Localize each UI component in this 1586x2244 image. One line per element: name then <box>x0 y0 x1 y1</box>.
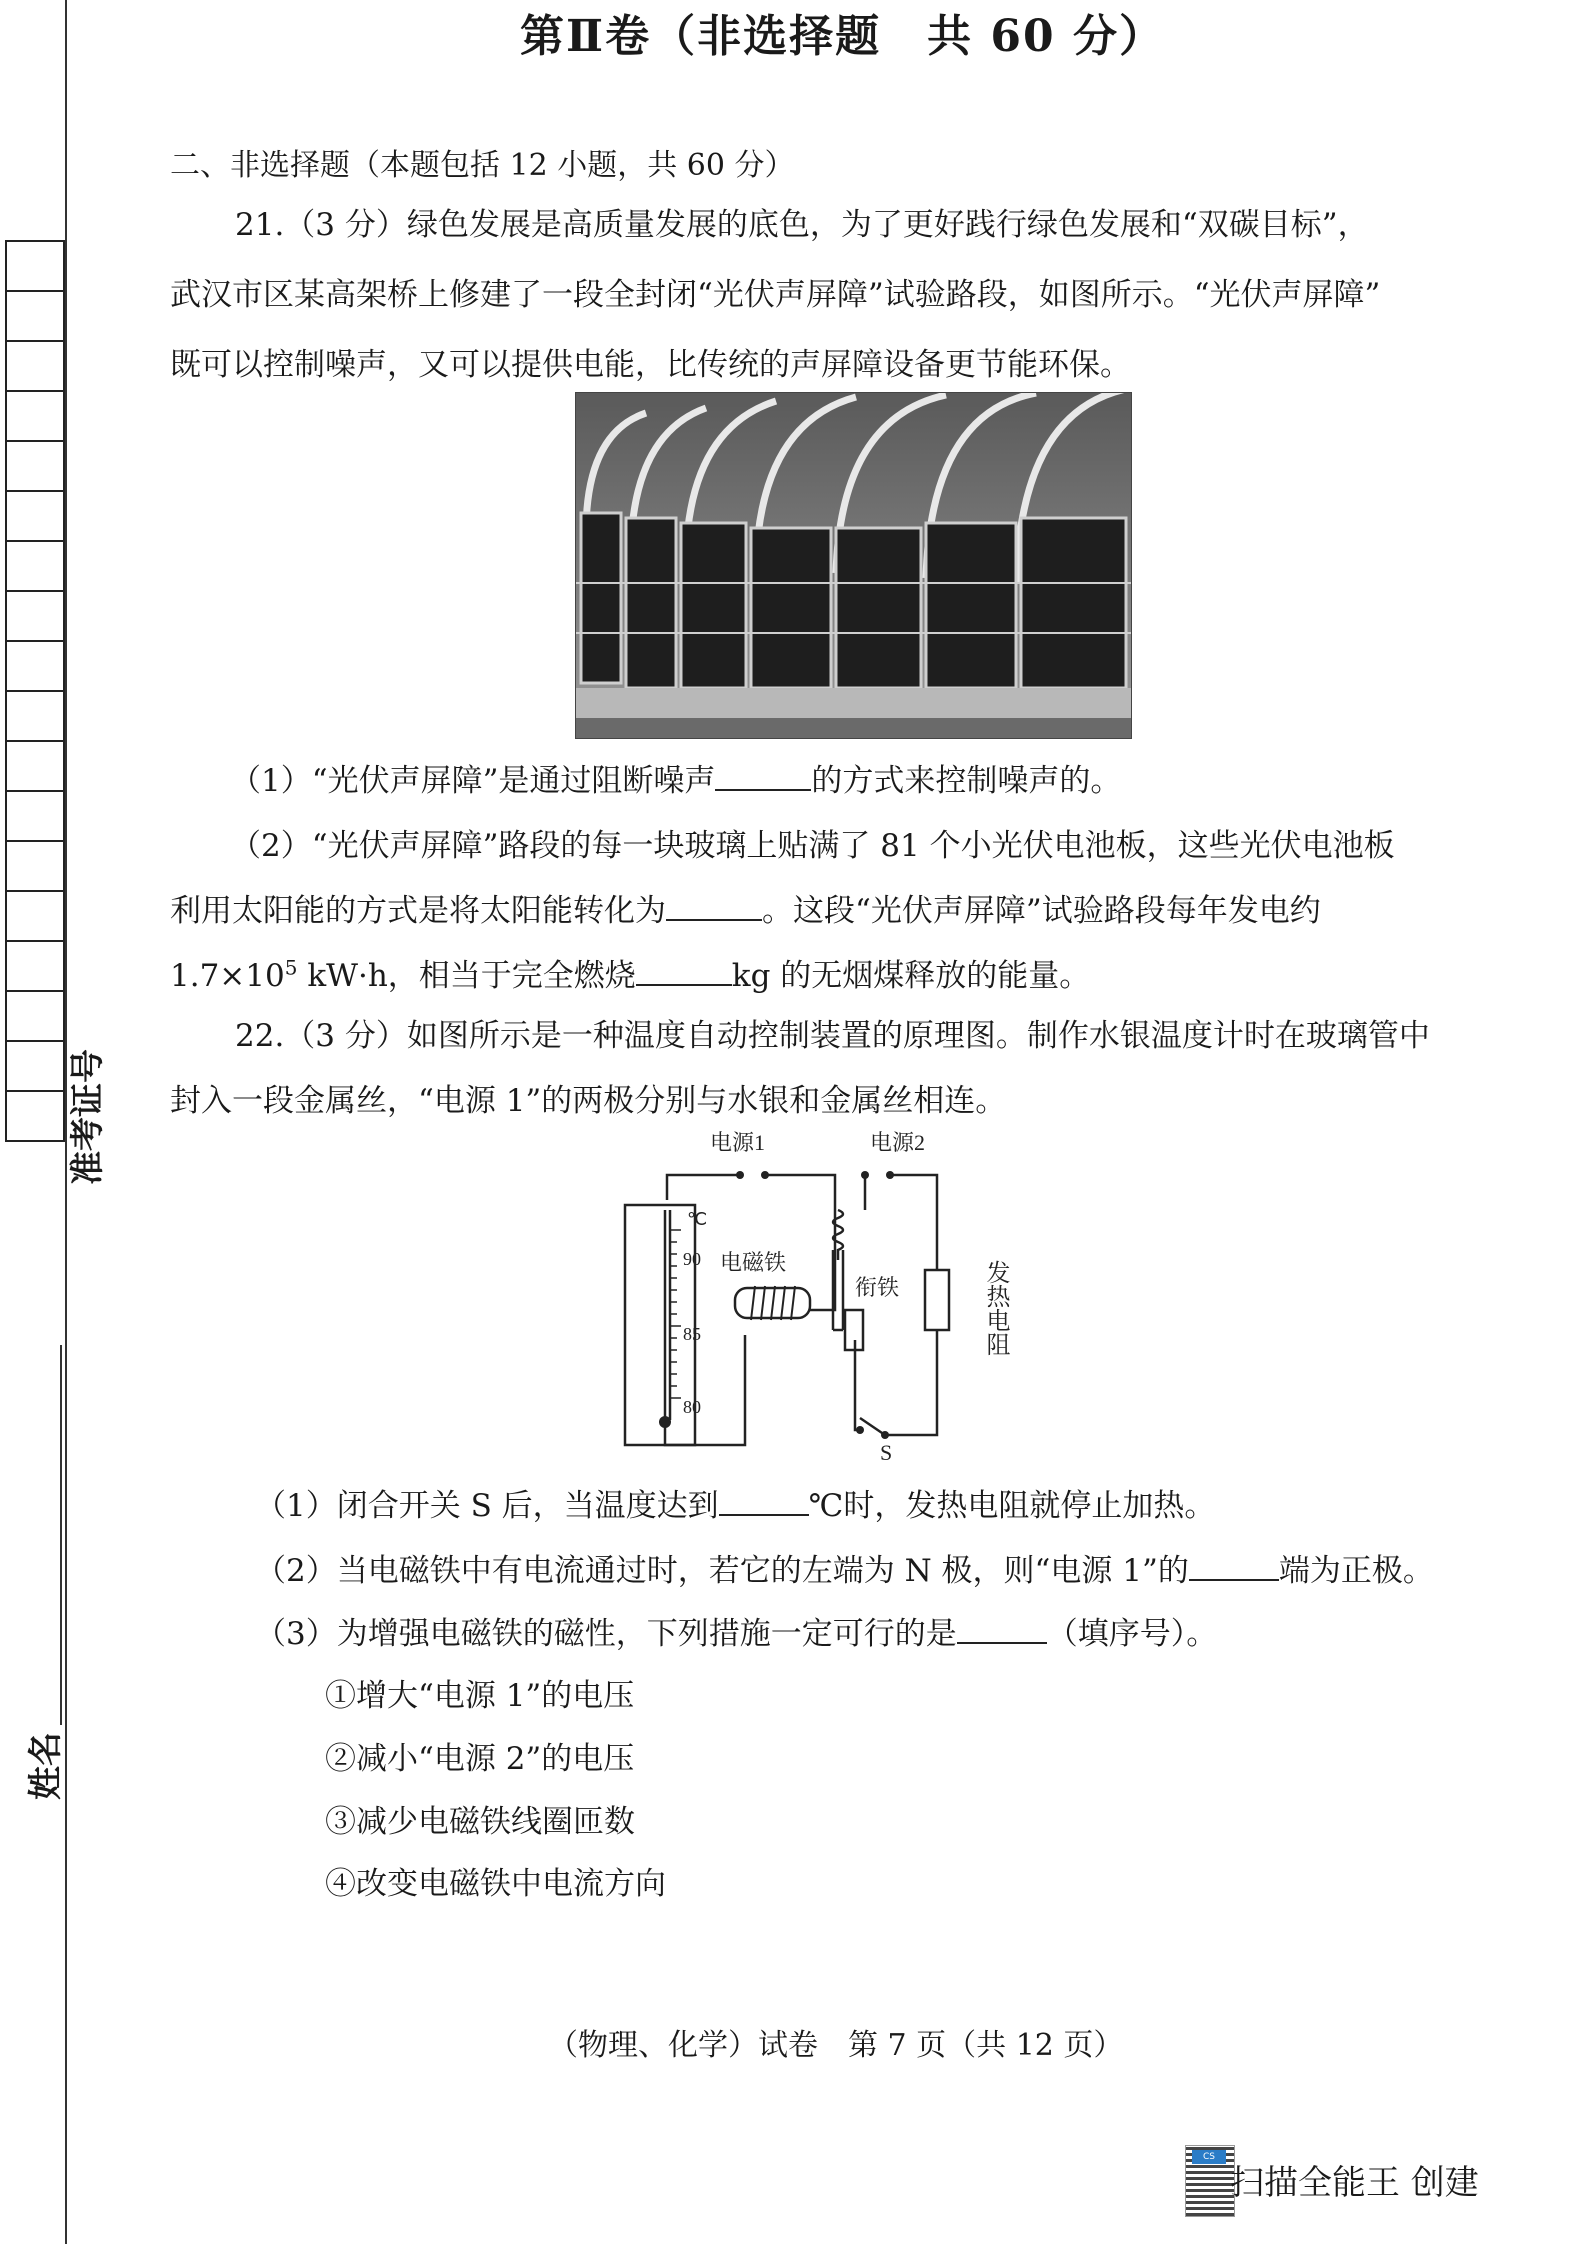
switch-contact-left <box>856 1426 864 1434</box>
wire-top-left <box>667 1175 740 1200</box>
temperature-control-circuit <box>615 1130 1035 1465</box>
q21-part2-line3: $1.7\times 10^5$ kW·h，相当于完全燃烧 kg 的无烟煤释放的能量。 <box>170 955 1091 994</box>
label-heater: 发热电阻 <box>982 1260 1008 1356</box>
q21-blank3[interactable] <box>636 956 732 986</box>
label-power1: 电源1 <box>710 1130 766 1155</box>
page-title: 第Ⅱ卷（非选择题 共 60 分） <box>520 11 1165 62</box>
wire-heater-bottom <box>885 1330 937 1435</box>
power2-terminal-right <box>886 1171 894 1179</box>
wire-mercury <box>665 1335 745 1445</box>
label-power2: 电源2 <box>870 1130 926 1155</box>
q22-blank3[interactable] <box>957 1614 1047 1644</box>
q22-part3: （3）为增强电磁铁的磁性，下列措施一定可行的是 （填序号）。 <box>255 1616 1218 1652</box>
q22-blank1[interactable] <box>719 1486 809 1516</box>
name-label: 姓名 <box>26 1732 66 1800</box>
name-underline <box>60 1345 62 1725</box>
power2-terminal-left <box>861 1171 869 1179</box>
heater-resistor <box>925 1270 949 1330</box>
tick-85: 85 <box>683 1324 701 1344</box>
sound-barrier-photo <box>575 392 1132 739</box>
q21-blank1[interactable] <box>715 761 811 791</box>
q22-option-3: ③减少电磁铁线圈匝数 <box>325 1804 635 1840</box>
q22-intro-line1: 22.（3 分）如图所示是一种温度自动控制装置的原理图。制作水银温度计时在玻璃管中 <box>235 1018 1430 1054</box>
label-armature: 衔铁 <box>855 1275 900 1300</box>
label-switch: S <box>880 1440 893 1465</box>
power1-terminal-left <box>736 1171 744 1179</box>
q21-part2-line2: 利用太阳能的方式是将太阳能转化为 。这段“光伏声屏障”试验路段每年发电约 <box>170 893 1321 929</box>
scanner-watermark: 扫描全能王 创建 <box>1230 2163 1479 2203</box>
power1-terminal-right <box>761 1171 769 1179</box>
q21-blank2[interactable] <box>666 891 762 921</box>
tick-90: 90 <box>683 1249 701 1269</box>
switch-contact-right <box>881 1431 889 1439</box>
label-unit: ℃ <box>687 1209 708 1229</box>
scanner-badge: CS <box>1192 2150 1226 2164</box>
q22-part2: （2）当电磁铁中有电流通过时，若它的左端为 N 极，则“电源 1”的 端为正极。 <box>255 1553 1434 1589</box>
q21-intro <box>170 190 1480 400</box>
thermometer-bulb <box>659 1416 671 1428</box>
q22-option-1: ①增大“电源 1”的电压 <box>325 1678 635 1714</box>
q21-intro-line3: 既可以控制噪声，又可以提供电能，比传统的声屏障设备更节能环保。 <box>170 347 1131 383</box>
q21-intro-line1: 21.（3 分）绿色发展是高质量发展的底色，为了更好践行绿色发展和“双碳目标”， <box>235 207 1369 243</box>
exam-id-boxes[interactable] <box>5 240 63 1142</box>
q22-blank2[interactable] <box>1189 1551 1279 1581</box>
q22-option-2: ②减小“电源 2”的电压 <box>325 1741 635 1777</box>
q21-part1: （1）“光伏声屏障”是通过阻断噪声 的方式来控制噪声的。 <box>230 763 1122 799</box>
q22-intro-line2: 封入一段金属丝，“电源 1”的两极分别与水银和金属丝相连。 <box>170 1083 1007 1119</box>
section-title: 二、非选择题（本题包括 12 小题，共 60 分） <box>170 148 795 183</box>
wire-power2-right <box>890 1175 937 1270</box>
label-electromagnet: 电磁铁 <box>720 1250 787 1275</box>
q21-part2-line1: （2）“光伏声屏障”路段的每一块玻璃上贴满了 81 个小光伏电池板，这些光伏电池板 <box>230 828 1395 864</box>
q22-part1: （1）闭合开关 S 后，当温度达到 ℃时，发热电阻就停止加热。 <box>255 1488 1216 1524</box>
q22-option-4: ④改变电磁铁中电流方向 <box>325 1866 666 1902</box>
switch-lever <box>860 1418 885 1435</box>
wire-switch-left <box>855 1340 860 1430</box>
tick-80: 80 <box>683 1397 701 1417</box>
page-footer: （物理、化学）试卷 第 7 页（共 12 页） <box>548 2028 1124 2063</box>
exam-id-label: 准考证号 <box>68 1049 108 1185</box>
q21-intro-line2: 武汉市区某高架桥上修建了一段全封闭“光伏声屏障”试验路段，如图所示。“光伏声屏障” <box>170 277 1381 313</box>
